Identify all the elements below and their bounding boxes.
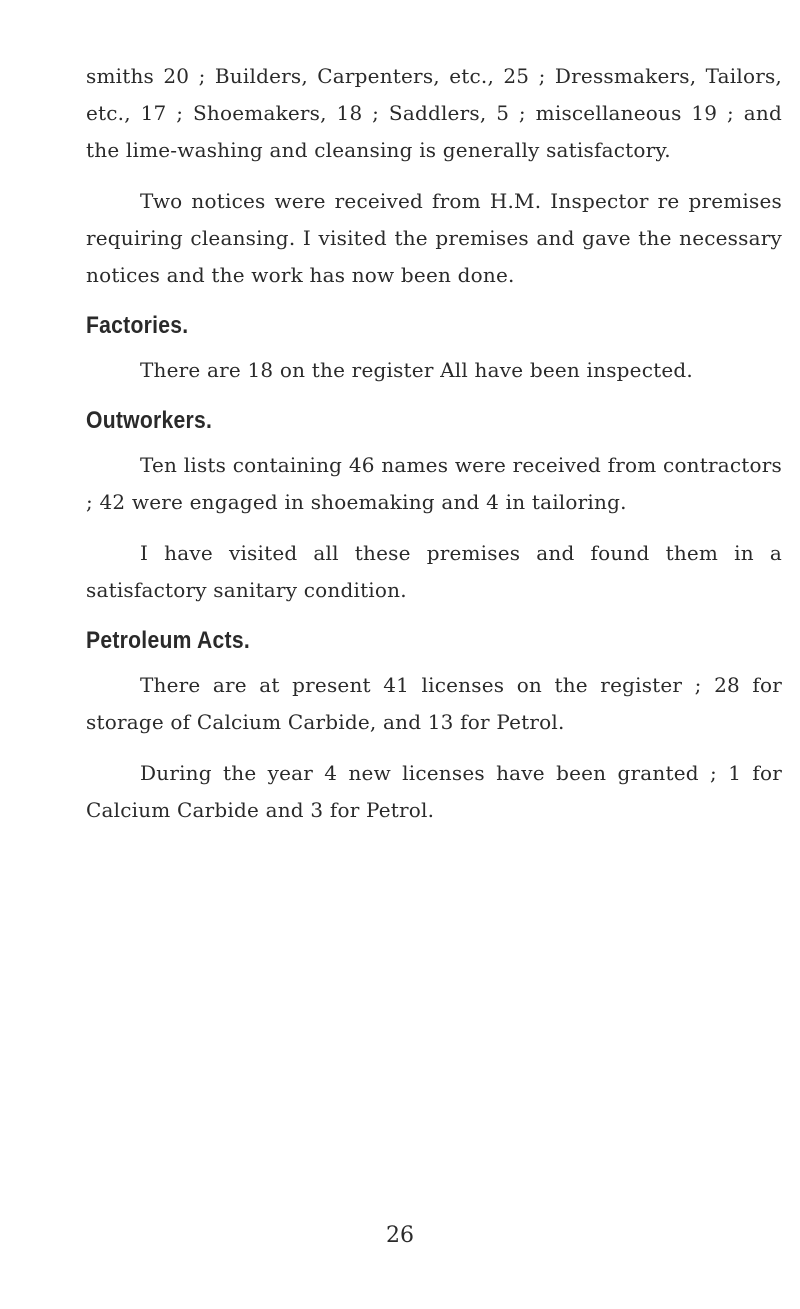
heading-factories: Factories.: [86, 312, 189, 339]
heading-petroleum-acts: Petroleum Acts.: [86, 627, 250, 654]
page-number: 26: [386, 1223, 414, 1248]
paragraph-petroleum-new-licenses: During the year 4 new licenses have been granted ; 1 for Calcium Carbide and 3 for Petrol.: [86, 761, 782, 822]
paragraph-outworkers-lists: Ten lists containing 46 names were received from contractors ; 42 were engaged in shoemaking and 4 in tailoring.: [86, 453, 782, 514]
paragraph-outworkers-visits: I have visited all these premises and found them in a satisfactory sanitary condition.: [86, 541, 782, 602]
paragraph-factories: There are 18 on the register All have been inspected.: [140, 358, 693, 382]
paragraph-inspector-notices: Two notices were received from H.M. Inspector re premises requiring cleansing. I visited the premises and gave the necessary notices and the work has now been done.: [86, 189, 782, 287]
heading-outworkers: Outworkers.: [86, 407, 213, 434]
document-page: [86, 58, 782, 843]
paragraph-trades-summary: smiths 20 ; Builders, Carpenters, etc., 25 ; Dressmakers, Tailors, etc., 17 ; Shoemakers, 18 ; Saddlers, 5 ; miscellaneous 19 ; and the lime-washing and cleansing is generally satisfactory.: [86, 64, 782, 162]
paragraph-petroleum-licenses: There are at present 41 licenses on the register ; 28 for storage of Calcium Carbide, and 13 for Petrol.: [86, 673, 782, 734]
